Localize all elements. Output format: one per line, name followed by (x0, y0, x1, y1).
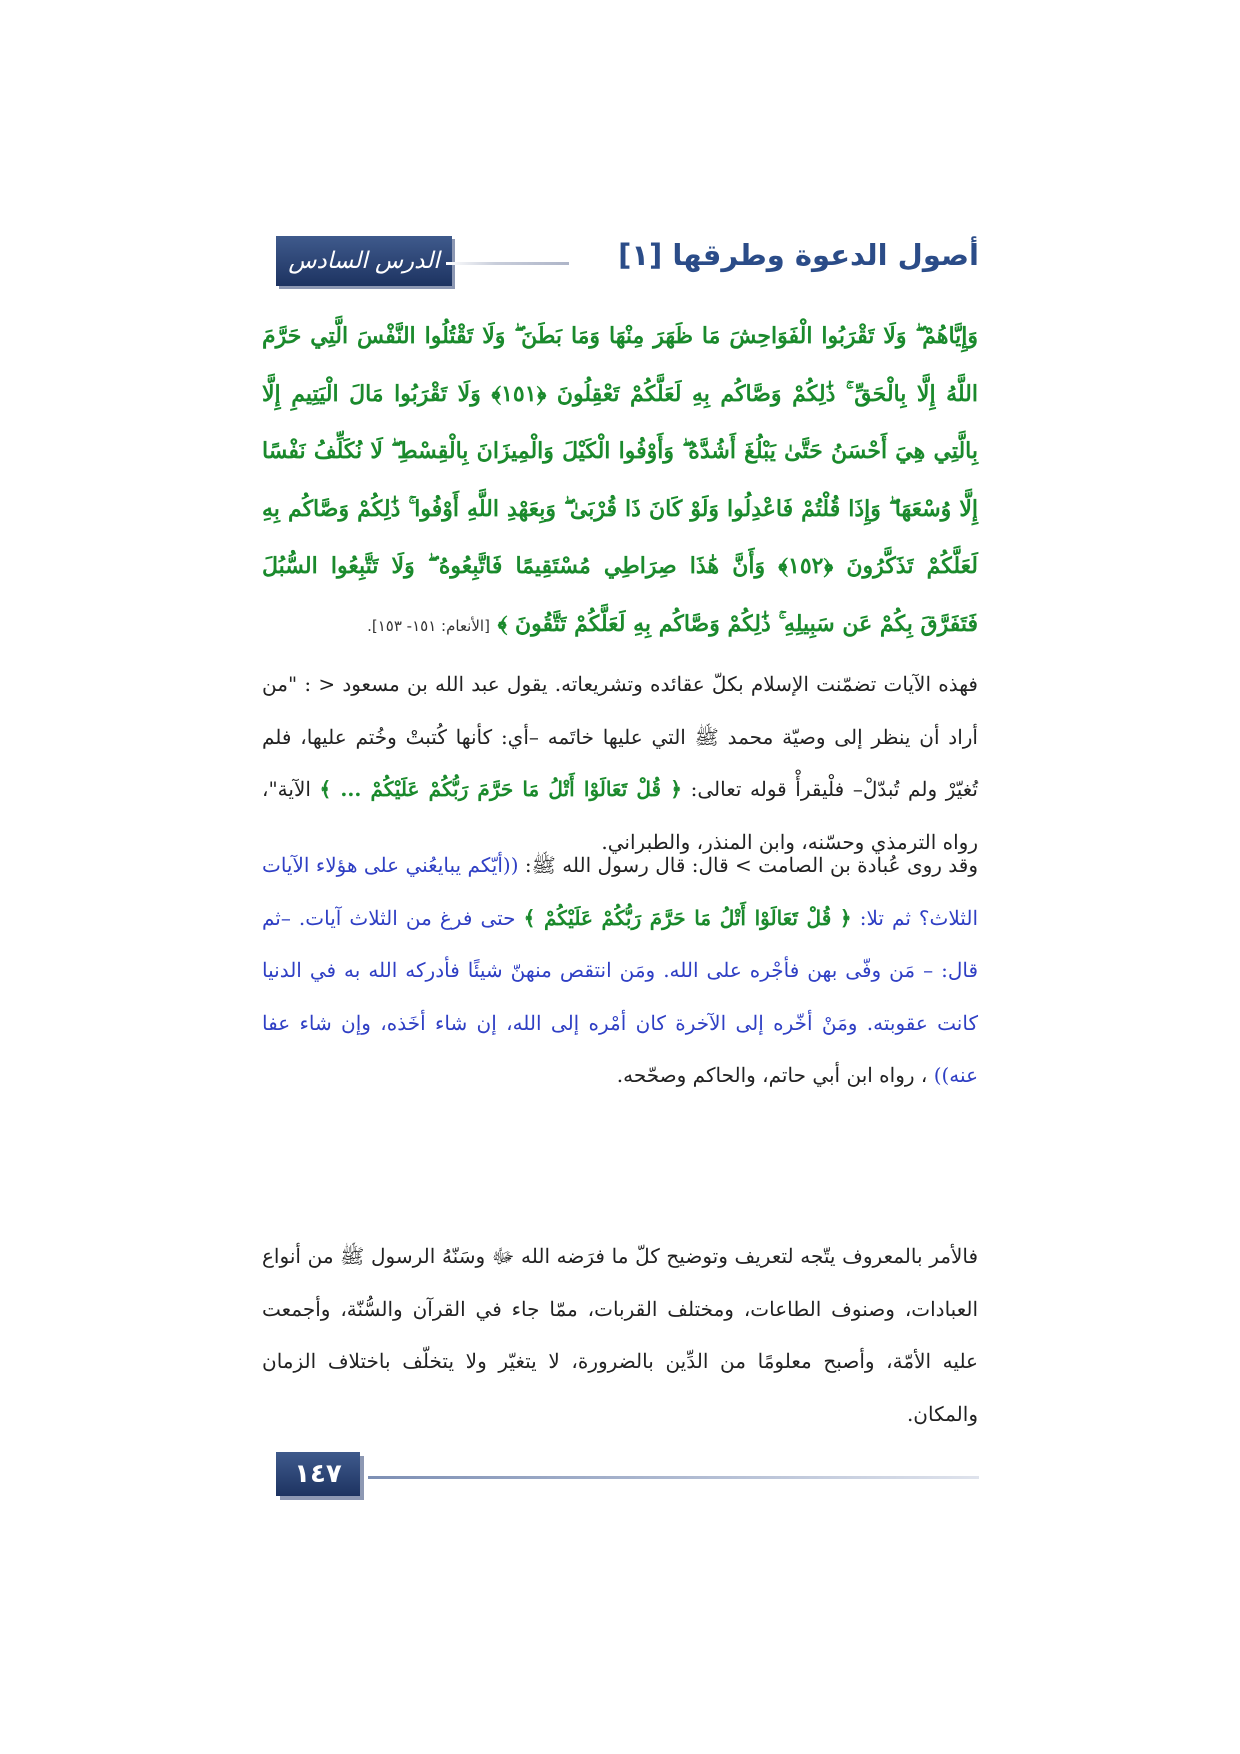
paragraph-text: ، رواه ابن أبي حاتم، والحاكم وصحّحه. (616, 1063, 928, 1087)
paragraph-text: الآية"، رواه الترمذي وحسّنه، وابن المنذر، والطبراني. (262, 777, 978, 854)
quran-verses-block (262, 308, 978, 655)
lesson-badge: الدرس السادس (276, 236, 452, 286)
inline-verse: ﴿ قُلْ تَعَالَوْا أَتْلُ مَا حَرَّمَ رَبُّكُمْ عَلَيْكُمْ ... ﴾ (319, 777, 682, 801)
hadith-text: ((أيّكم يبايعُني على هؤلاء الآيات الثلاث؟ ثم تلا: (262, 853, 978, 930)
footer-divider (368, 1476, 979, 1479)
hadith-text: مَن وفّى بهن فأجْره على الله. ومَن انتقص منهنّ شيئًا فأدركه الله به في الدنيا كانت عقوبته. ومَنْ أخّره إلى الآخرة كان أمْره إلى الله، إن شاء أخَذه، وإن شاء عفا عنه)) (262, 958, 978, 1087)
quran-verses: وَإِيَّاهُمْ ۖ وَلَا تَقْرَبُوا الْفَوَاحِشَ مَا ظَهَرَ مِنْهَا وَمَا بَطَنَ ۖ وَلَا تَقْتُلُوا النَّفْسَ الَّتِي حَرَّمَ اللَّهُ إِلَّا بِالْحَقِّ ۚ ذَٰلِكُمْ وَصَّاكُم بِهِ لَعَلَّكُمْ تَعْقِلُونَ ﴿١٥١﴾ وَلَا تَقْرَبُوا مَالَ الْيَتِيمِ إِلَّا بِالَّتِي هِيَ أَحْسَنُ حَتَّىٰ يَبْلُغَ أَشُدَّهُ ۖ وَأَوْفُوا الْكَيْلَ وَالْمِيزَانَ بِالْقِسْطِ ۖ لَا نُكَلِّفُ نَفْسًا إِلَّا وُسْعَهَا ۖ وَإِذَا قُلْتُمْ فَاعْدِلُوا وَلَوْ كَانَ ذَا قُرْبَىٰ ۖ وَبِعَهْدِ اللَّهِ أَوْفُوا ۚ ذَٰلِكُمْ وَصَّاكُم بِهِ لَعَلَّكُمْ تَذَكَّرُونَ ﴿١٥٢﴾ وَأَنَّ هَٰذَا صِرَاطِي مُسْتَقِيمًا فَاتَّبِعُوهُ ۖ وَلَا تَتَّبِعُوا السُّبُلَ فَتَفَرَّقَ بِكُمْ عَن سَبِيلِهِ ۚ ذَٰلِكُمْ وَصَّاكُم بِهِ لَعَلَّكُمْ تَتَّقُونَ ﴾ (262, 323, 979, 637)
verse-reference: [الأنعام: ١٥١- ١٥٣]. (367, 616, 490, 635)
paragraph-enjoining-good: فالأمر بالمعروف يتّجه لتعريف وتوضيح كلّ ما فرَضه الله ﷻ وسَنّهُ الرسول ﷺ من أنواع العبادات، وصنوف الطاعات، ومختلف القربات، ممّا جاء في القرآن والسُّنّة، وأجمعت عليه الأمّة، وأصبح معلومًا من الدِّين بالضرورة، لا يتغيّر ولا يتخلّف باختلاف الزمان والمكان. (262, 1244, 978, 1426)
book-title: أصول الدعوة وطرقها [١] (618, 238, 979, 272)
paragraph-ubada-hadith (262, 839, 978, 1102)
paragraph-text: فهذه الآيات تضمّنت الإسلام بكلّ عقائده وتشريعاته. يقول عبد الله بن مسعود < : "من أراد أن ينظر إلى وصيّة محمد ﷺ التي عليها خاتَمه –أي: كأنها كُتبتْ وخُتم عليها، فلم تُغيّرْ ولم تُبدّلْ– فلْيقرأْ قوله تعالى: (262, 672, 978, 801)
hadith-text: حتى فرغ من الثلاث آيات. –ثم قال: – (262, 905, 979, 982)
paragraph-text: وقد روى عُبادة بن الصامت > قال: قال رسول الله ﷺ: (524, 853, 979, 877)
page-footer (276, 1452, 979, 1500)
header-divider (446, 262, 569, 265)
inline-verse: ﴿ قُلْ تَعَالَوْا أَتْلُ مَا حَرَّمَ رَبُّكُمْ عَلَيْكُمْ ﴾ (523, 905, 852, 930)
page-number: ١٤٧ (276, 1452, 360, 1496)
paragraph-ibn-masud (262, 658, 978, 868)
page-header (276, 236, 979, 288)
